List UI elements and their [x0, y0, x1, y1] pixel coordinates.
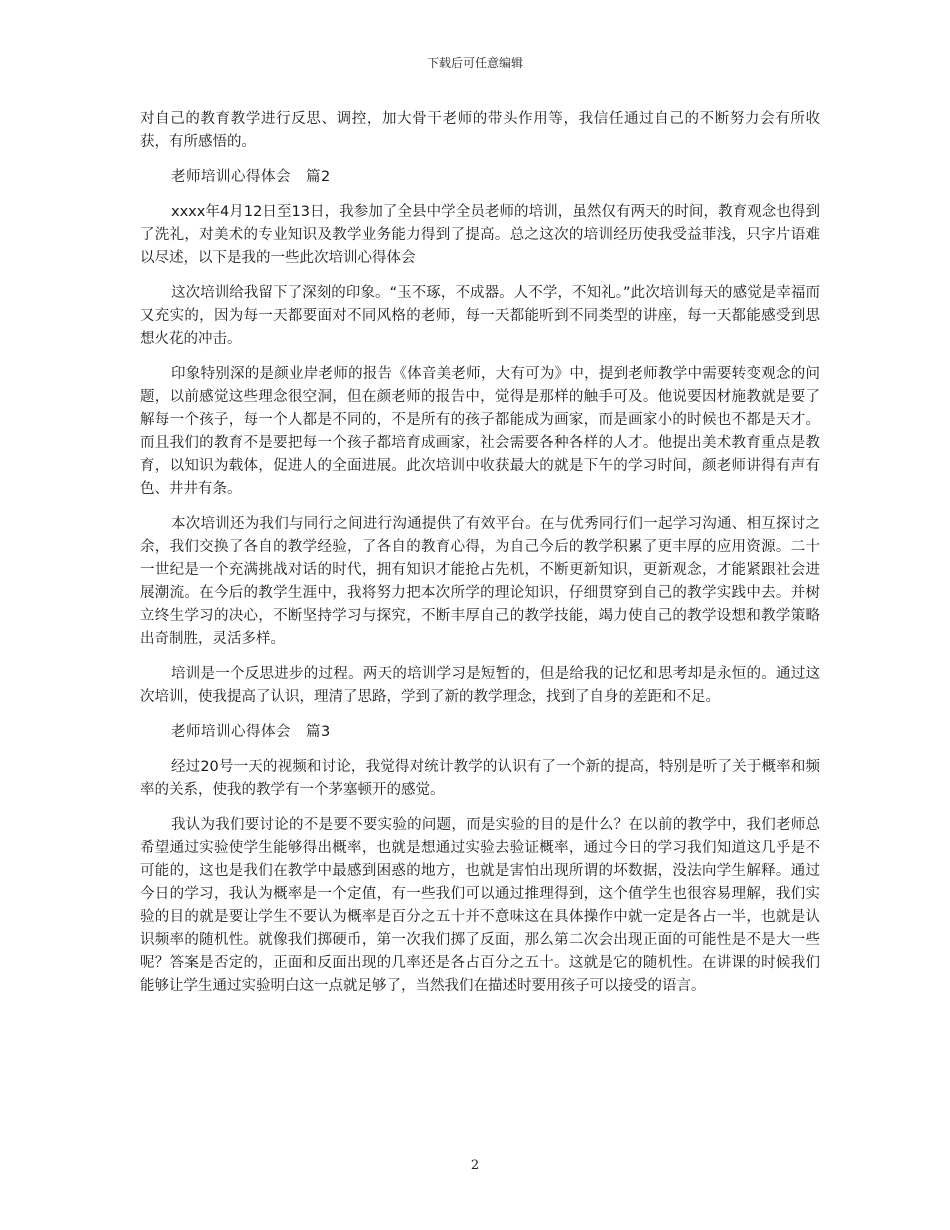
paragraph: xxxx年4月12日至13日，我参加了全县中学全员老师的培训，虽然仅有两天的时间，教育观念也得到了洗礼，对美术的专业知识及教学业务能力得到了提高。总之这次的培训经历使我受益菲浅，只字片语难以尽述，以下是我的一些此次培训心得体会 [140, 204, 820, 266]
page-header: 下载后可任意编辑 [426, 56, 523, 70]
paragraph: 印象特别深的是颜业岸老师的报告《体音美老师，大有可为》中，提到老师教学中需要转变观念的问题，以前感觉这些理念很空洞，但在颜老师的报告中，觉得是那样的触手可及。他说要因材施教就是要了解每一个孩子，每一个人都是不同的，不是所有的孩子都能成为画家，而是画家小的时候也不都是天才。而且我们的教育不是要把每一个孩子都培育成画家，社会需要各种各样的人才。他提出美术教育重点是教育，以知识为载体，促进人的全面进展。此次培训中收获最大的就是下午的学习时间，颜老师讲得有声有色、井井有条。 [140, 366, 820, 497]
paragraph: 我认为我们要讨论的不是要不要实验的问题，而是实验的目的是什么？在以前的教学中，我们老师总希望通过实验使学生能够得出概率，也就是想通过实验去验证概率，通过今日的学习我们知道这几乎是不可能的，这也是我们在教学中最感到困惑的地方，也就是害怕出现所谓的坏数据，没法向学生解释。通过今日的学习，我认为概率是一个定值，有一些我们可以通过推理得到，这个值学生也很容易理解，我们实验的目的就是要让学生不要认为概率是百分之五十并不意味这在具体操作中就一定是各占一半，也就是认识频率的随机性。就像我们掷硬币，第一次我们掷了反面，那么第二次会出现正面的可能性是不是大一些呢？答案是否定的，正面和反面出现的几率还是各占百分之五十。这就是它的随机性。在讲课的时候我们能够让学生通过实验明白这一点就足够了，当然我们在描述时要用孩子可以接受的语言。 [140, 817, 820, 994]
page-number: 2 [470, 1158, 480, 1173]
paragraph: 经过20号一天的视频和讨论，我觉得对统计教学的认识有了一个新的提高，特别是听了关于概率和频率的关系，使我的教学有一个茅塞顿开的感觉。 [140, 759, 820, 798]
paragraph: 培训是一个反思进步的过程。两天的培训学习是短暂的，但是给我的记忆和思考却是永恒的。通过这次培训，使我提高了认识，理清了思路，学到了新的教学理念，找到了自身的差距和不足。 [140, 666, 820, 705]
section-title: 老师培训心得体会 篇3 [171, 724, 331, 740]
section-title: 老师培训心得体会 篇2 [171, 169, 331, 185]
paragraph: 本次培训还为我们与同行之间进行沟通提供了有效平台。在与优秀同行们一起学习沟通、相互探讨之余，我们交换了各自的教学经验，了各自的教育心得，为自己今后的教学积累了更丰厚的应用资源。二十一世纪是一个充满挑战对话的时代，拥有知识才能抢占先机，不断更新知识，更新观念，才能紧跟社会进展潮流。在今后的教学生涯中，我将努力把本次所学的理论知识，仔细贯穿到自己的教学实践中去。并树立终生学习的决心，不断坚持学习与探究，不断丰厚自己的教学技能，竭力使自己的教学设想和教学策略出奇制胜，灵活多样。 [140, 516, 820, 647]
paragraph: 对自己的教育教学进行反思、调控，加大骨干老师的带头作用等，我信任通过自己的不断努力会有所收获，有所感悟的。 [140, 111, 820, 150]
document-body [140, 108, 820, 1010]
paragraph: 这次培训给我留下了深刻的印象。“玉不琢，不成器。人不学，不知礼。”此次培训每天的感觉是幸福而又充实的，因为每一天都要面对不同风格的老师，每一天都能听到不同类型的讲座，每一天都能感受到思想火花的冲击。 [140, 285, 820, 347]
